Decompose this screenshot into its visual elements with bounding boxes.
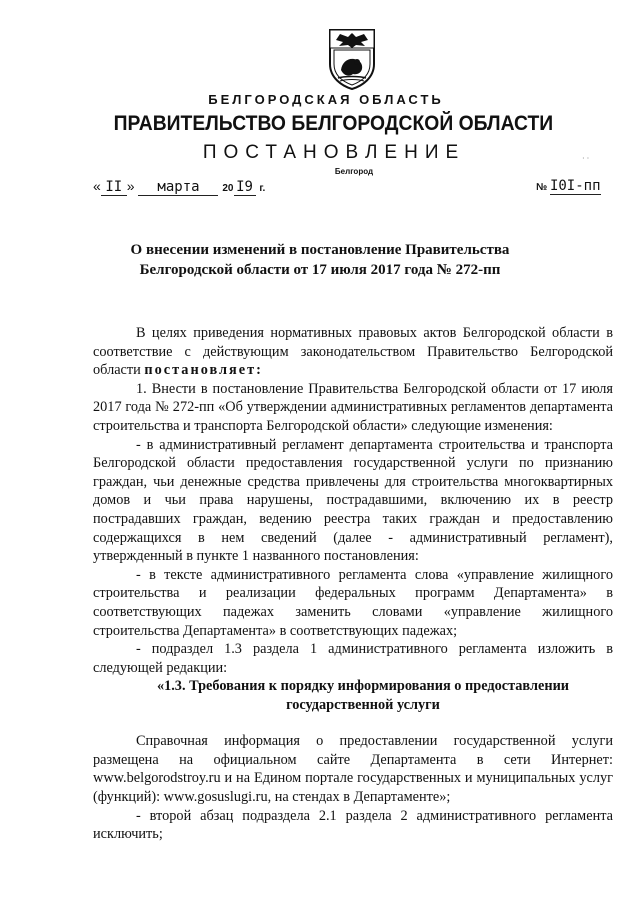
date-year-prefix: 20 [222,183,234,194]
preamble-text: В целях приведения нормативных правовых актов Белгородской области в соответствие с действующим законодательством Правительство Белгородской области [93,325,613,379]
paragraph-amendment-subsection: - подраздел 1.3 раздела 1 административного регламента изложить в следующей редакции: [93,641,613,676]
section-heading-line-2: государственной услуги [286,697,440,714]
date-month: марта [138,179,218,196]
paragraph-amendment-regulation: - в административный регламент департамента строительства и транспорта Белгородской области предоставления государственной услуги по признанию граждан, чьи денежные средства привлечены для строительства многоквартирных домов и чьи права нарушены, пострадавшими, включению их в реестр пострадавших граждан, ведению реестра таких граждан и предоставлению содержащихся в нем сведений (далее - административный регламент), утвержденный в пункте 1 названного постановления: [93,436,613,565]
paragraph-item-1: 1. Внести в постановление Правительства Белгородской области от 17 июля 2017 года № 272-пп «Об утверждении административных регламентов департамента строительства и транспорта Белгородской области» следующие изменения: [93,380,613,434]
date-line [93,178,265,196]
paragraph-exclude-abzac: - второй абзац подраздела 2.1 раздела 2 административного регламента исключить; [93,807,613,843]
date-open-quote: « [93,178,101,194]
section-heading-line-1: «1.3. Требования к порядку информирования о предоставлении [156,678,570,695]
paragraph-reference-info: Справочная информация о предоставлении государственной услуги размещена на официальном сайте Департамента в сети Интернет: www.belgorodstroy.ru и на Едином портале государственных и муниципальных услуг (функций): www.gosuslugi.ru, на стендах в Департаменте»; [93,733,613,806]
subject-line-1: О внесении изменений в постановление Правительства [130,242,510,258]
government-title: ПРАВИТЕЛЬСТВО БЕЛГОРОДСКОЙ ОБЛАСТИ [113,112,554,135]
document-type: ПОСТАНОВЛЕНИЕ [202,142,466,163]
preamble-resolves: постановляет: [144,362,263,379]
date-year-abbr: г. [259,183,266,194]
subject-line-2: Белгородской области от 17 июля 2017 года № 272-пп [139,262,501,278]
section-heading [93,677,613,715]
city-name: Белгород [334,167,374,176]
document-body [93,324,613,844]
date-day: II [101,179,127,196]
paragraph-amendment-wording: - в тексте административного регламента слова «управление жилищного строительства и реализации федеральных программ Департамента» в соответствующих падежах заменить словами «управление жилищного строительства Департамента» в соответствующих падежах; [93,566,613,639]
paragraph-preamble [93,324,613,380]
coat-of-arms-emblem [326,26,378,90]
scan-speck: · · [582,154,590,163]
number-value: I0I-пп [549,178,601,194]
date-close-quote: » [126,178,135,194]
region-name: БЕЛГОРОДСКАЯ ОБЛАСТЬ [208,92,444,107]
date-year-suffix: I9 [234,179,256,196]
document-number [536,178,601,195]
number-label: № [536,182,548,193]
document-subject [0,240,640,280]
